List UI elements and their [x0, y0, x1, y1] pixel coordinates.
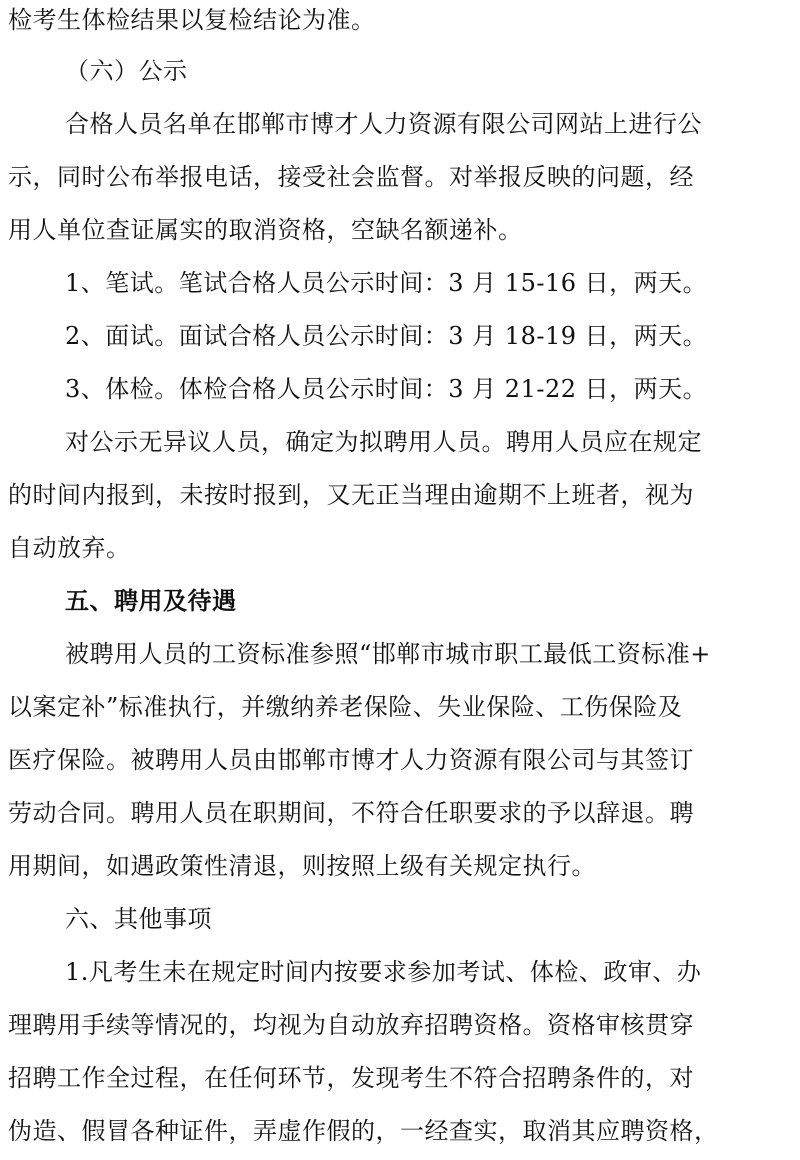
paragraph-line: 劳动合同。聘用人员在职期间，不符合任职要求的予以辞退。聘 [8, 799, 694, 827]
subsection-heading: （六）公示 [65, 57, 188, 85]
paragraph-line: 合格人员名单在邯郸市博才人力资源有限公司网站上进行公 [65, 110, 702, 138]
paragraph-line: 用人单位查证属实的取消资格，空缺名额递补。 [8, 216, 523, 244]
paragraph-line: 自动放弃。 [8, 534, 131, 562]
paragraph-line: 示，同时公布举报电话，接受社会监督。对举报反映的问题，经 [8, 163, 694, 191]
paragraph-line: 检考生体检结果以复检结论为准。 [8, 6, 376, 34]
paragraph-line: 用期间，如遇政策性清退，则按照上级有关规定执行。 [8, 852, 596, 880]
section-heading: 六、其他事项 [65, 905, 212, 933]
paragraph-line: 对公示无异议人员，确定为拟聘用人员。聘用人员应在规定 [65, 428, 702, 456]
paragraph-line: 以案定补”标准执行，并缴纳养老保险、失业保险、工伤保险及 [8, 693, 683, 721]
paragraph-line: 1.凡考生未在规定时间内按要求参加考试、体检、政审、办 [65, 958, 702, 986]
list-item: 1、笔试。笔试合格人员公示时间：3 月 15-16 日，两天。 [65, 269, 708, 297]
paragraph-line: 招聘工作全过程，在任何环节，发现考生不符合招聘条件的，对 [8, 1064, 694, 1092]
paragraph-line: 的时间内报到，未按时报到，又无正当理由逾期不上班者，视为 [8, 481, 694, 509]
list-item: 3、体检。体检合格人员公示时间：3 月 21-22 日，两天。 [65, 375, 708, 403]
paragraph-line: 医疗保险。被聘用人员由邯郸市博才人力资源有限公司与其签订 [8, 746, 694, 774]
paragraph-line: 伪造、假冒各种证件，弄虚作假的，一经查实，取消其应聘资格， [8, 1117, 719, 1145]
paragraph-line: 被聘用人员的工资标准参照“邯郸市城市职工最低工资标准+ [65, 640, 711, 668]
section-heading: 五、聘用及待遇 [65, 586, 237, 615]
paragraph-line: 理聘用手续等情况的，均视为自动放弃招聘资格。资格审核贯穿 [8, 1011, 694, 1039]
list-item: 2、面试。面试合格人员公示时间：3 月 18-19 日，两天。 [65, 322, 708, 350]
